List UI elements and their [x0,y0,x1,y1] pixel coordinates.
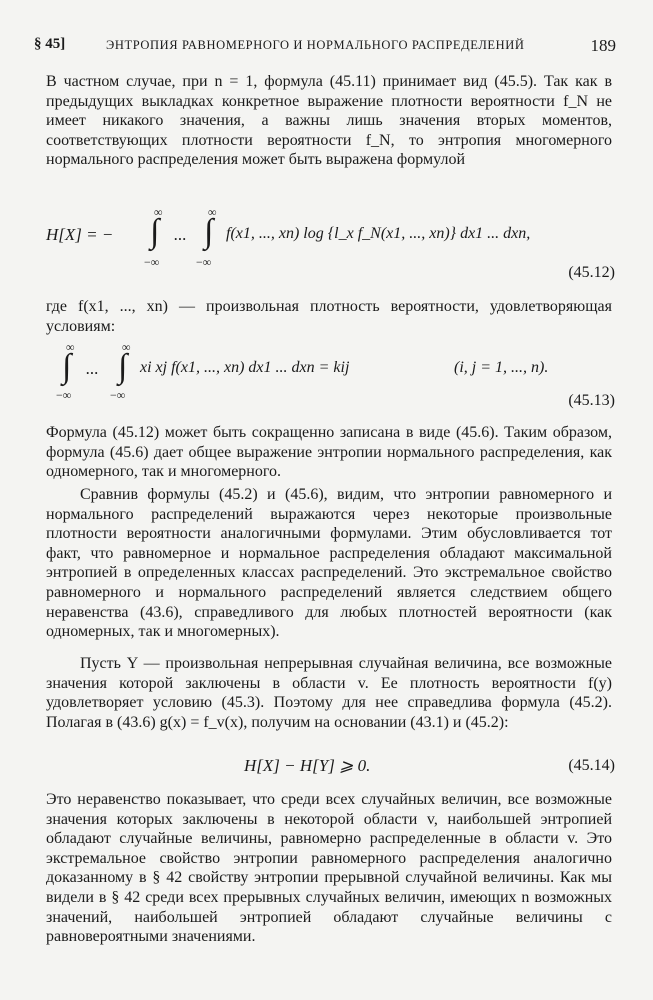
paragraph-6: Это неравенство показывает, что среди всех случайных величин, все возможные значения которых заключены в некоторой области v, наибольшей энтропией обладают случайные величины, равномерно распределенные в области v. Это экстремальное свойство энтропии равномерного распределения аналогично доказанному в § 42 свойству энтропии прерывной случайной величины. Как мы видели в § 42 среди всех прерывных случайных величин, имеющих n возможных значений, наибольшей энтропией обладают случайные величины с равновероятными значениями. [46,791,612,946]
eq1-lower-limit-1: −∞ [144,255,160,269]
eq2-integrand: xi xj f(x1, ..., xn) dx1 ... dxn = kij [140,359,350,376]
integral-sign: ∫ [62,348,72,385]
page-number: 189 [590,36,616,55]
running-header [34,36,616,60]
paragraph-2: где f(x1, ..., xn) — произвольная плотность вероятности, удовлетворяющая условиям: [46,298,612,335]
equation-45-12 [46,205,612,275]
eq2-lower-limit-1: −∞ [56,388,72,402]
paragraph-3: Формула (45.12) может быть сокращенно записана в виде (45.6). Таким образом, формула (45.6) дает общее выражение энтропии нормального распределения, как одномерного, так и многомерного. [46,424,612,481]
eq1-integrand: f(x1, ..., xn) log {l_x f_N(x1, ..., xn)} dx1 ... dxn, [226,225,531,242]
header-title: ЭНТРОПИЯ РАВНОМЕРНОГО И НОРМАЛЬНОГО РАСПРЕДЕЛЕНИЙ [106,38,525,52]
paragraph-1: В частном случае, при n = 1, формула (45.11) принимает вид (45.5). Так как в предыдущих выкладках конкретное выражение плотности вероятности f_N не имеет никакого значения, а важны лишь значения вторых моментов, соответствующих плотности вероятности f_N, то энтропия многомерного нормального распределения может быть выражена формулой [46,73,612,169]
equation-45-13 [46,340,612,406]
eq2-upper-limit-1: ∞ [66,340,75,354]
integral-sign: ∫ [150,213,160,250]
eq2-lower-limit-2: −∞ [110,388,126,402]
eq-number-45-12: (45.12) [568,264,615,281]
paragraph-5: Пусть Y — произвольная непрерывная случайная величина, все возможные значения которой заключены в области v. Ее плотность вероятности f(y) удовлетворяет условию (45.3). Поэтому для нее справедлива формула (45.2). Полагая в (43.6) g(x) = f_v(x), получим на основании (43.1) и (45.2): [46,655,612,731]
eq2-dots: ... [86,359,99,378]
eq1-upper-limit-2: ∞ [208,205,217,219]
eq-number-45-14: (45.14) [568,757,615,774]
eq1-lhs: H[X] = − [46,225,114,244]
section-reference: § 45] [34,36,66,52]
eq1-upper-limit-1: ∞ [154,205,163,219]
eq3-body: H[X] − H[Y] ⩾ 0. [244,756,371,775]
eq1-dots: ... [174,225,187,244]
equation-45-14 [46,756,612,780]
eq2-condition: (i, j = 1, ..., n). [454,359,549,376]
integral-sign: ∫ [118,348,128,385]
integral-sign: ∫ [204,213,214,250]
eq-number-45-13: (45.13) [568,392,615,409]
paragraph-4: Сравнив формулы (45.2) и (45.6), видим, что энтропии равномерного и нормального распределений выражаются через некоторые произвольные плотности вероятности аналогичными формулами. Этим обусловливается тот факт, что равномерное и нормальное распределения обладают максимальной энтропией в определенных классах распределений. Это экстремальное свойство равномерного и нормального распределений является следствием общего неравенства (43.6), справедливого для любых плотностей вероятности (как одномерных, так и многомерных). [46,486,612,641]
eq1-lower-limit-2: −∞ [196,255,212,269]
eq2-upper-limit-2: ∞ [122,340,131,354]
